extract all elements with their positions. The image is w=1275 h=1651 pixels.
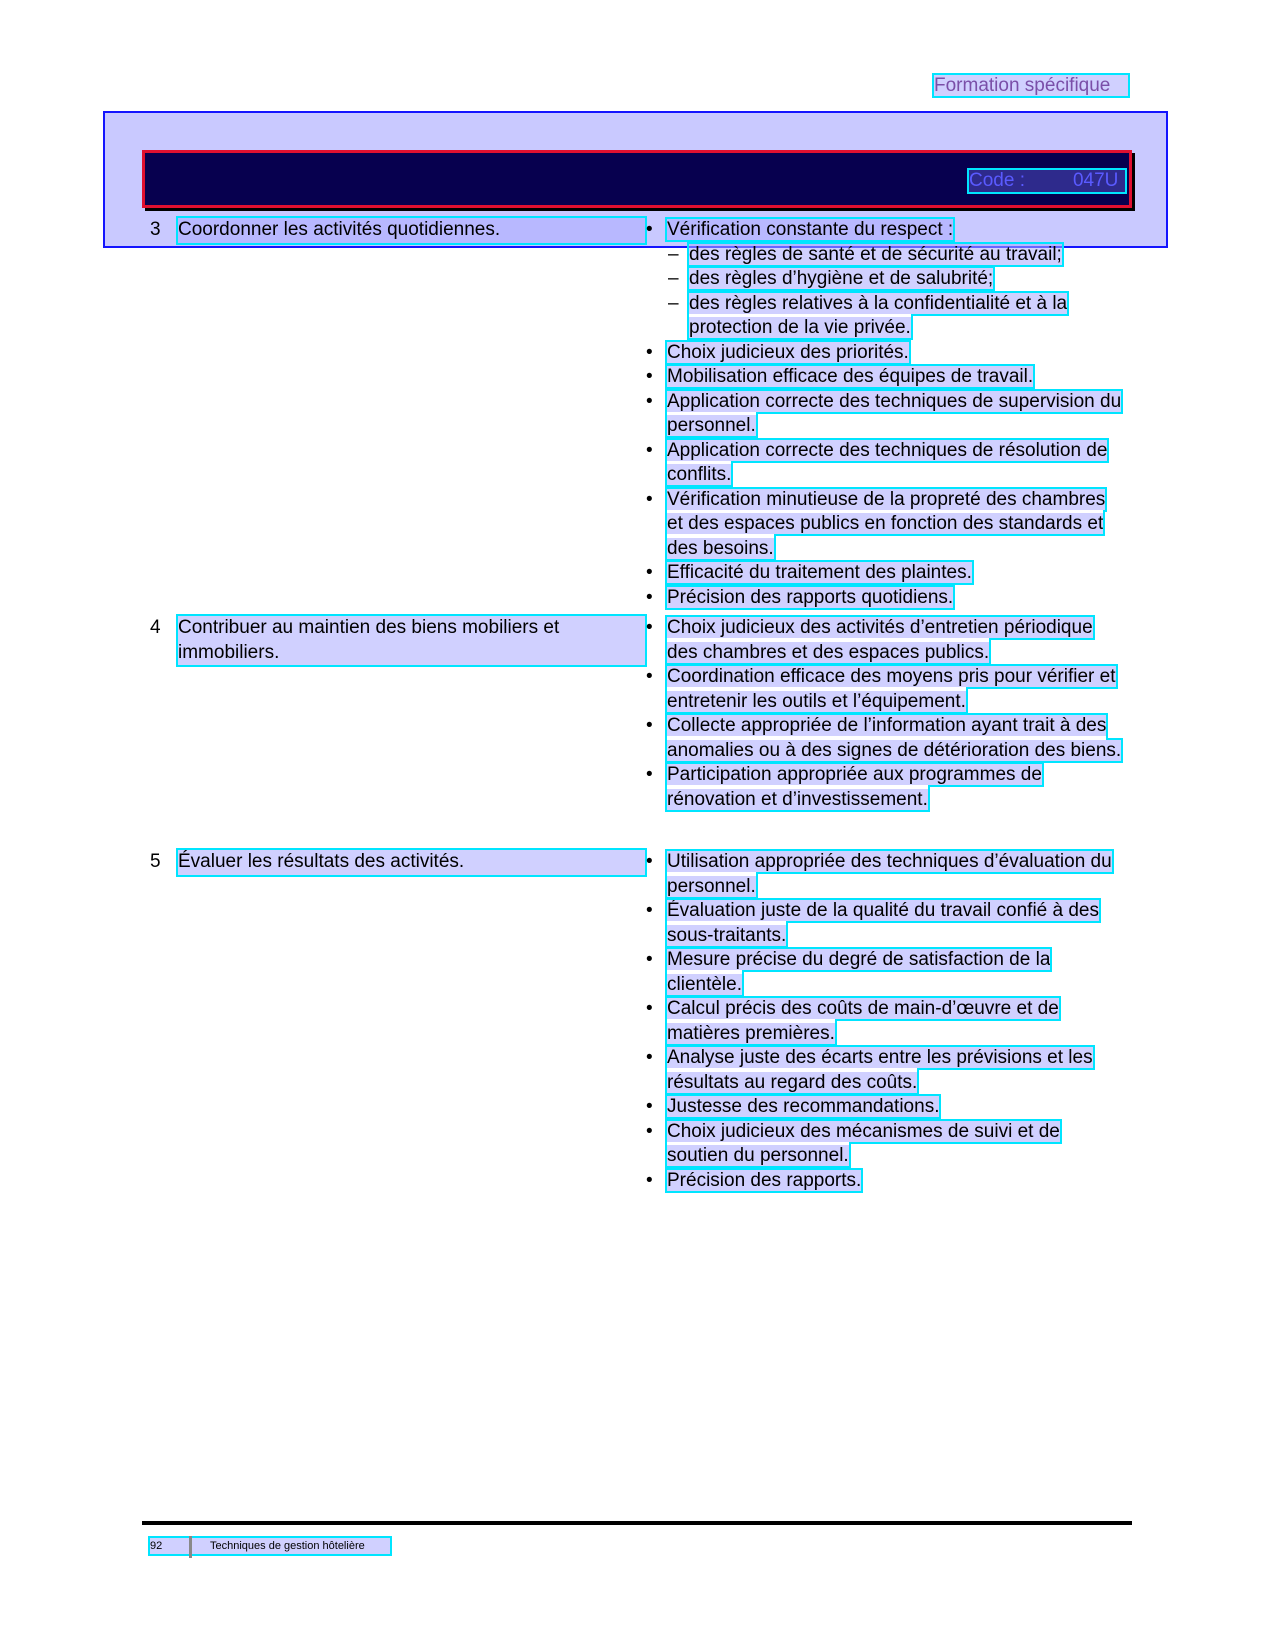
criterion-text: Choix judicieux des priorités.: [667, 341, 909, 363]
criterion-item: [646, 616, 1126, 665]
element-number: 4: [150, 617, 161, 638]
performance-criteria-list: [646, 850, 1126, 1193]
bullet-icon: •: [646, 488, 653, 510]
criterion-text: Mesure précise du degré de satisfaction de la clientèle.: [667, 949, 1051, 995]
footer-separator: [189, 1536, 192, 1558]
criterion-text: Choix judicieux des mécanismes de suivi et de soutien du personnel.: [667, 1120, 1060, 1166]
criterion-item: [646, 1095, 1126, 1120]
bullet-icon: •: [646, 617, 653, 638]
criterion-text: Évaluation juste de la qualité du travail confié à des sous-traitants.: [667, 900, 1099, 946]
criterion-item: [646, 899, 1126, 948]
section-header: Formation spécifique: [934, 75, 1128, 96]
criterion-item: [646, 488, 1126, 562]
element-number: 5: [150, 851, 161, 872]
bullet-icon: •: [646, 666, 653, 687]
sub-criterion-item: [646, 267, 1126, 292]
dash-icon: –: [668, 268, 679, 289]
criterion-item: [646, 439, 1126, 488]
bullet-icon: •: [646, 764, 653, 785]
sub-criterion-text: des règles relatives à la confidentialité et à la protection de la vie privée.: [689, 292, 1068, 338]
criterion-item: [646, 365, 1126, 390]
criterion-text: Application correcte des techniques de supervision du personnel.: [667, 390, 1122, 436]
criterion-item: [646, 763, 1126, 812]
element-title: [150, 850, 645, 875]
criterion-text: Précision des rapports.: [667, 1169, 862, 1191]
element-title: [150, 616, 645, 665]
criterion-text: Vérification constante du respect :: [667, 219, 954, 240]
criterion-item: [646, 1169, 1126, 1194]
footer-title: Techniques de gestion hôtelière: [210, 1540, 365, 1552]
sub-criterion-item: [646, 243, 1126, 268]
criterion-item: [646, 1046, 1126, 1095]
page-number: 92: [150, 1540, 163, 1552]
sub-criterion-text: des règles de santé et de sécurité au travail;: [689, 243, 1062, 265]
bullet-icon: •: [646, 998, 653, 1019]
criterion-text: Choix judicieux des activités d’entretien périodique des chambres et des espaces publics.: [667, 617, 1093, 663]
code-label: Code :: [969, 170, 1025, 191]
performance-criteria-list: [646, 218, 1126, 610]
performance-criteria-list: [646, 616, 1126, 812]
criterion-item: [646, 218, 1126, 243]
criterion-item: [646, 850, 1126, 899]
criterion-text: Utilisation appropriée des techniques d’évaluation du personnel.: [667, 851, 1112, 897]
criterion-item: [646, 714, 1126, 763]
criterion-text: Mobilisation efficace des équipes de travail.: [667, 366, 1034, 387]
bullet-icon: •: [646, 219, 653, 240]
criterion-text: Collecte appropriée de l’information ayant trait à des anomalies ou à des signes de détérioration des biens.: [667, 715, 1122, 761]
page-footer: [150, 1538, 390, 1554]
criterion-text: Efficacité du traitement des plaintes.: [667, 562, 972, 583]
code-value: 047U: [1072, 170, 1119, 191]
criterion-item: [646, 586, 1126, 611]
bullet-icon: •: [646, 1096, 653, 1117]
bullet-icon: •: [646, 851, 653, 872]
bullet-icon: •: [646, 439, 653, 461]
criterion-item: [646, 997, 1126, 1046]
bullet-icon: •: [646, 586, 653, 608]
bullet-icon: •: [646, 341, 653, 363]
bullet-icon: •: [646, 715, 653, 736]
bullet-icon: •: [646, 1047, 653, 1068]
criterion-text: Application correcte des techniques de résolution de conflits.: [667, 439, 1108, 485]
criterion-text: Coordination efficace des moyens pris pour vérifier et entretenir les outils et l’équipement.: [667, 666, 1116, 712]
element-title: [150, 218, 645, 243]
criterion-item: [646, 1120, 1126, 1169]
footer-rule: [142, 1521, 1132, 1525]
criterion-item: [646, 341, 1126, 366]
criterion-item: [646, 665, 1126, 714]
criterion-item: [646, 390, 1126, 439]
sub-criterion-item: [646, 292, 1126, 341]
sub-criterion-text: des règles d’hygiène et de salubrité;: [689, 268, 994, 289]
criterion-text: Analyse juste des écarts entre les prévisions et les résultats au regard des coûts.: [667, 1047, 1093, 1093]
criterion-item: [646, 561, 1126, 586]
bullet-icon: •: [646, 900, 653, 921]
bullet-icon: •: [646, 390, 653, 412]
element-title-text: Contribuer au maintien des biens mobiliers et immobiliers.: [178, 616, 645, 665]
dash-icon: –: [668, 243, 679, 265]
bullet-icon: •: [646, 562, 653, 583]
criterion-item: [646, 948, 1126, 997]
criterion-text: Calcul précis des coûts de main-d’œuvre et de matières premières.: [667, 998, 1059, 1044]
bullet-icon: •: [646, 1120, 653, 1142]
element-title-text: Coordonner les activités quotidiennes.: [178, 218, 645, 243]
dash-icon: –: [668, 292, 679, 314]
bullet-icon: •: [646, 1169, 653, 1191]
bullet-icon: •: [646, 949, 653, 970]
element-number: 3: [150, 219, 161, 240]
competency-code: [969, 170, 1125, 192]
criterion-text: Vérification minutieuse de la propreté des chambres et des espaces publics en fonction des standards et des besoins.: [667, 488, 1106, 559]
bullet-icon: •: [646, 366, 653, 387]
criterion-text: Précision des rapports quotidiens.: [667, 586, 954, 608]
criterion-text: Justesse des recommandations.: [667, 1096, 940, 1117]
criterion-text: Participation appropriée aux programmes de rénovation et d’investissement.: [667, 764, 1042, 810]
element-title-text: Évaluer les résultats des activités.: [178, 850, 645, 875]
